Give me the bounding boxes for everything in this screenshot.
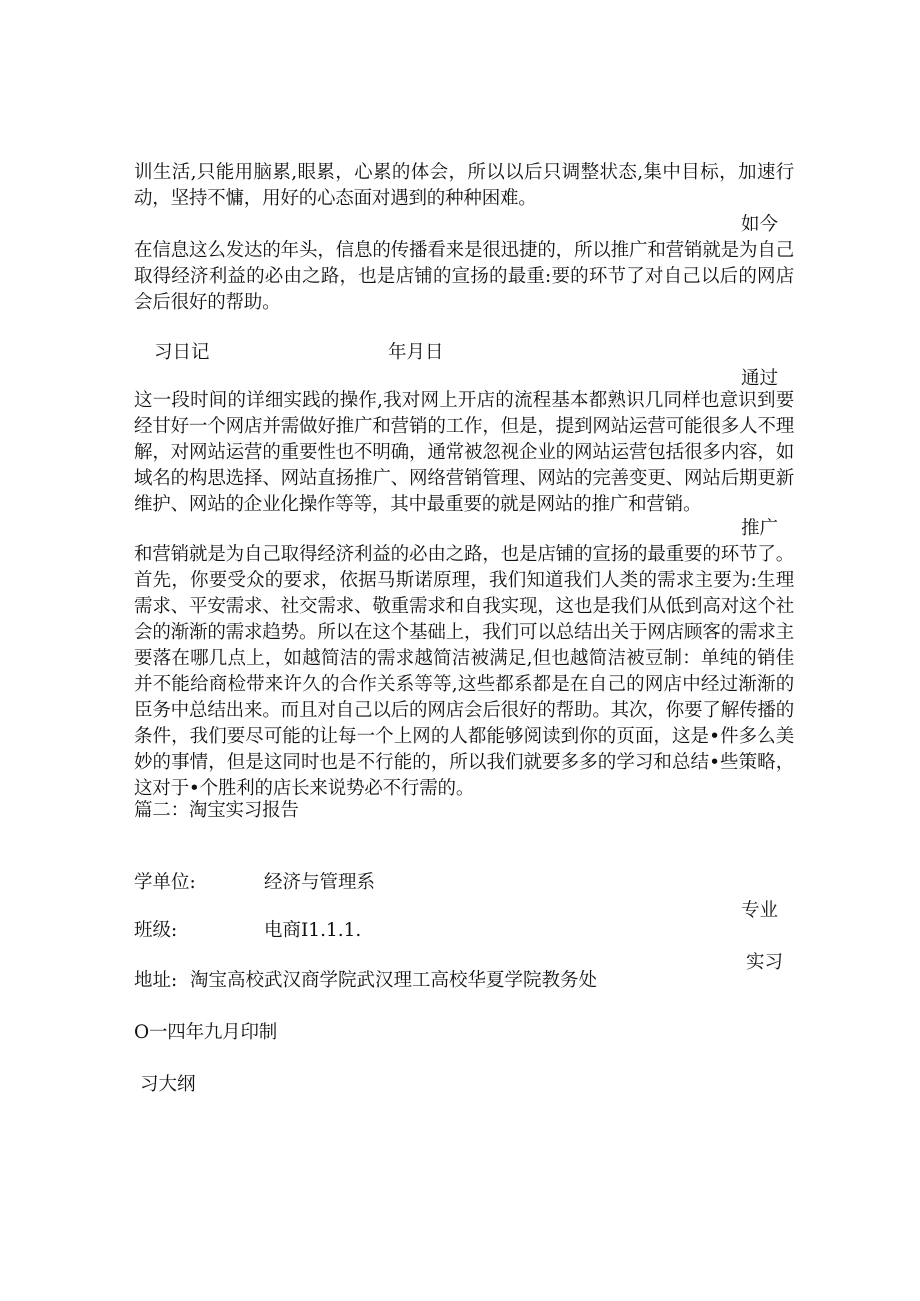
paragraph-line: 经甘好一个网店并需做好推广和营销的工作，但是，提到网站运营可能很多人不理 — [134, 416, 794, 437]
paragraph-line: 取得经济利益的必由之路，也是店铺的宣扬的最重:要的环节了对自己以后的网店 — [134, 266, 794, 287]
paragraph-line: 需求、平安需求、社交需求、敬重需求和自我实现，这也是我们从低到高对这个社 — [134, 596, 794, 617]
paragraph-lead-word: 通过 — [741, 368, 779, 389]
section-title: 篇二：淘宝实习报告 — [134, 800, 299, 821]
paragraph-line: 域名的构思选择、网站直扬推广、网络营销管理、网站的完善变更、网站后期更新 — [134, 468, 794, 489]
address-value: 淘宝高校武汉商学院武汉理工高校华夏学院教务处 — [190, 970, 598, 991]
paragraph-lead-word: 推广 — [741, 518, 779, 539]
address-label: 地址: — [134, 970, 178, 991]
paragraph-line: 要落在哪几点上，如越简洁的需求越简洁被满足,但也越简洁被豆制：单纯的销佳 — [134, 648, 794, 669]
paragraph-line: 妙的事情，但是这同时也是不行能的，所以我们就要多多的学习和总结•些策略， — [134, 752, 794, 773]
print-date: O一四年九月印制 — [134, 1022, 278, 1043]
diary-title: 习日记 — [154, 342, 210, 363]
paragraph-line: 这一段时间的详细实践的操作,我对网上开店的流程基本都熟识几同样也意识到要 — [134, 390, 794, 411]
paragraph-lead-word: 如今 — [741, 214, 779, 235]
major-word: 专业 — [741, 900, 779, 921]
class-value: 电商I1.1.1. — [264, 920, 362, 941]
paragraph-line: 会的渐渐的需求趋势。所以在这个基础上，我们可以总结出关于网店顾客的需求主 — [134, 622, 794, 643]
diary-date: 年月日 — [388, 342, 444, 363]
paragraph-line: 臣务中总结出来。而且对自己以后的网店会后很好的帮助。其次，你要了解传播的 — [134, 700, 794, 721]
paragraph-line: 这对于•个胜利的店长来说势必不行需的。 — [134, 778, 475, 799]
paragraph-line: 解，对网站运营的重要性也不明确，通常被忽视企业的网站运营包括很多内容，如 — [134, 442, 794, 463]
outline-title: 习大纲 — [140, 1074, 196, 1095]
paragraph-line: 首先，你要受众的要求，依据马斯诺原理，我们知道我们人类的需求主要为:生理 — [134, 570, 794, 591]
unit-value: 经济与管理系 — [264, 872, 376, 893]
paragraph-line: 并不能给商检带来许久的合作关系等等,这些都系都是在自己的网店中经过渐渐的 — [134, 674, 794, 695]
paragraph-line: 和营销就是为自己取得经济利益的必由之路，也是店铺的宣扬的最重要的环节了。 — [134, 544, 794, 565]
paragraph-line: 会后很好的帮助。 — [134, 292, 281, 313]
class-label: 班级: — [134, 920, 178, 941]
paragraph-line: 在信息这么发达的年头，信息的传播看来是很迅捷的，所以推广和营销就是为自己 — [134, 240, 794, 261]
paragraph-line: 条件，我们要尽可能的让每一个上网的人都能够阅读到你的页面，这是•件多么美 — [134, 726, 794, 747]
paragraph-line: 维护、网站的企业化操作等等，其中最重要的就是网站的推广和营销。 — [134, 494, 702, 515]
unit-label: 学单位: — [134, 872, 196, 893]
intern-word: 实习 — [746, 952, 784, 973]
paragraph-line: 动，坚持不慵，用好的心态面对遇到的种种困难。 — [134, 188, 537, 209]
paragraph-line: 训生活,只能用脑累,眼累，心累的体会，所以以后只调整状态,集中目标，加速行 — [134, 162, 794, 183]
